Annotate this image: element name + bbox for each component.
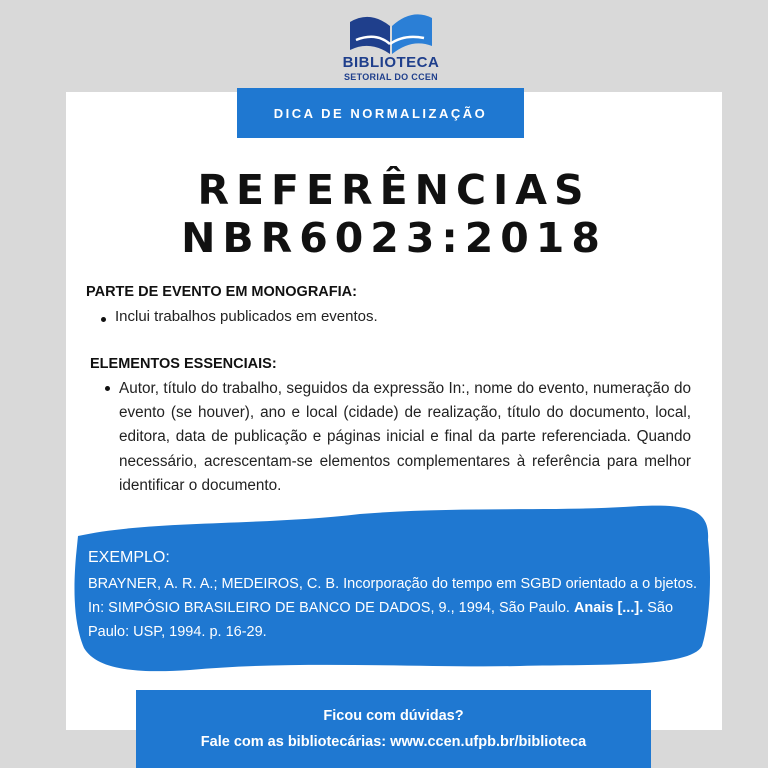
example-reference-tail: São Paulo: USP, 1994. p. 16-29. <box>88 600 674 640</box>
page-title-line-2: NBR6023:2018 <box>181 214 607 262</box>
footer-question: Ficou com dúvidas? <box>323 708 464 724</box>
example-reference-text: BRAYNER, A. R. A.; MEDEIROS, C. B. Incorporação do tempo em SGBD orientado a o bjetos. In: SIMPÓSIO BRASILEIRO DE BANCO DE DADOS, 9., 1994, São Paulo. <box>88 576 697 616</box>
logo-subtitle: SETORIAL DO CCEN <box>344 72 438 82</box>
bullet-essential-elements: Autor, título do trabalho, seguidos da expressão In:, nome do evento, numeração do evento (se houver), ano e local (cidade) de realização, título do documento, local, editora, data de publicação e páginas inicial e final da parte referenciada. Quando necessário, acrescentam-se elementos complementares à referência para melhor identificar o documento. <box>119 380 691 494</box>
example-reference-bold: Anais [...]. <box>573 600 644 616</box>
example-block <box>88 546 708 644</box>
section-heading-event-part: PARTE DE EVENTO EM MONOGRAFIA: <box>86 284 357 300</box>
footer-contact: Fale com as bibliotecárias: www.ccen.ufpb.br/biblioteca <box>200 734 587 750</box>
example-label: EXEMPLO: <box>88 549 170 566</box>
contact-footer <box>136 690 651 768</box>
section-heading-essential: ELEMENTOS ESSENCIAIS: <box>90 356 277 372</box>
logo-title: BIBLIOTECA <box>342 54 440 71</box>
page-title-line-1: REFERÊNCIAS <box>197 166 591 214</box>
tip-banner: DICA DE NORMALIZAÇÃO <box>237 88 524 138</box>
bullet-event-part: Inclui trabalhos publicados em eventos. <box>115 308 378 325</box>
